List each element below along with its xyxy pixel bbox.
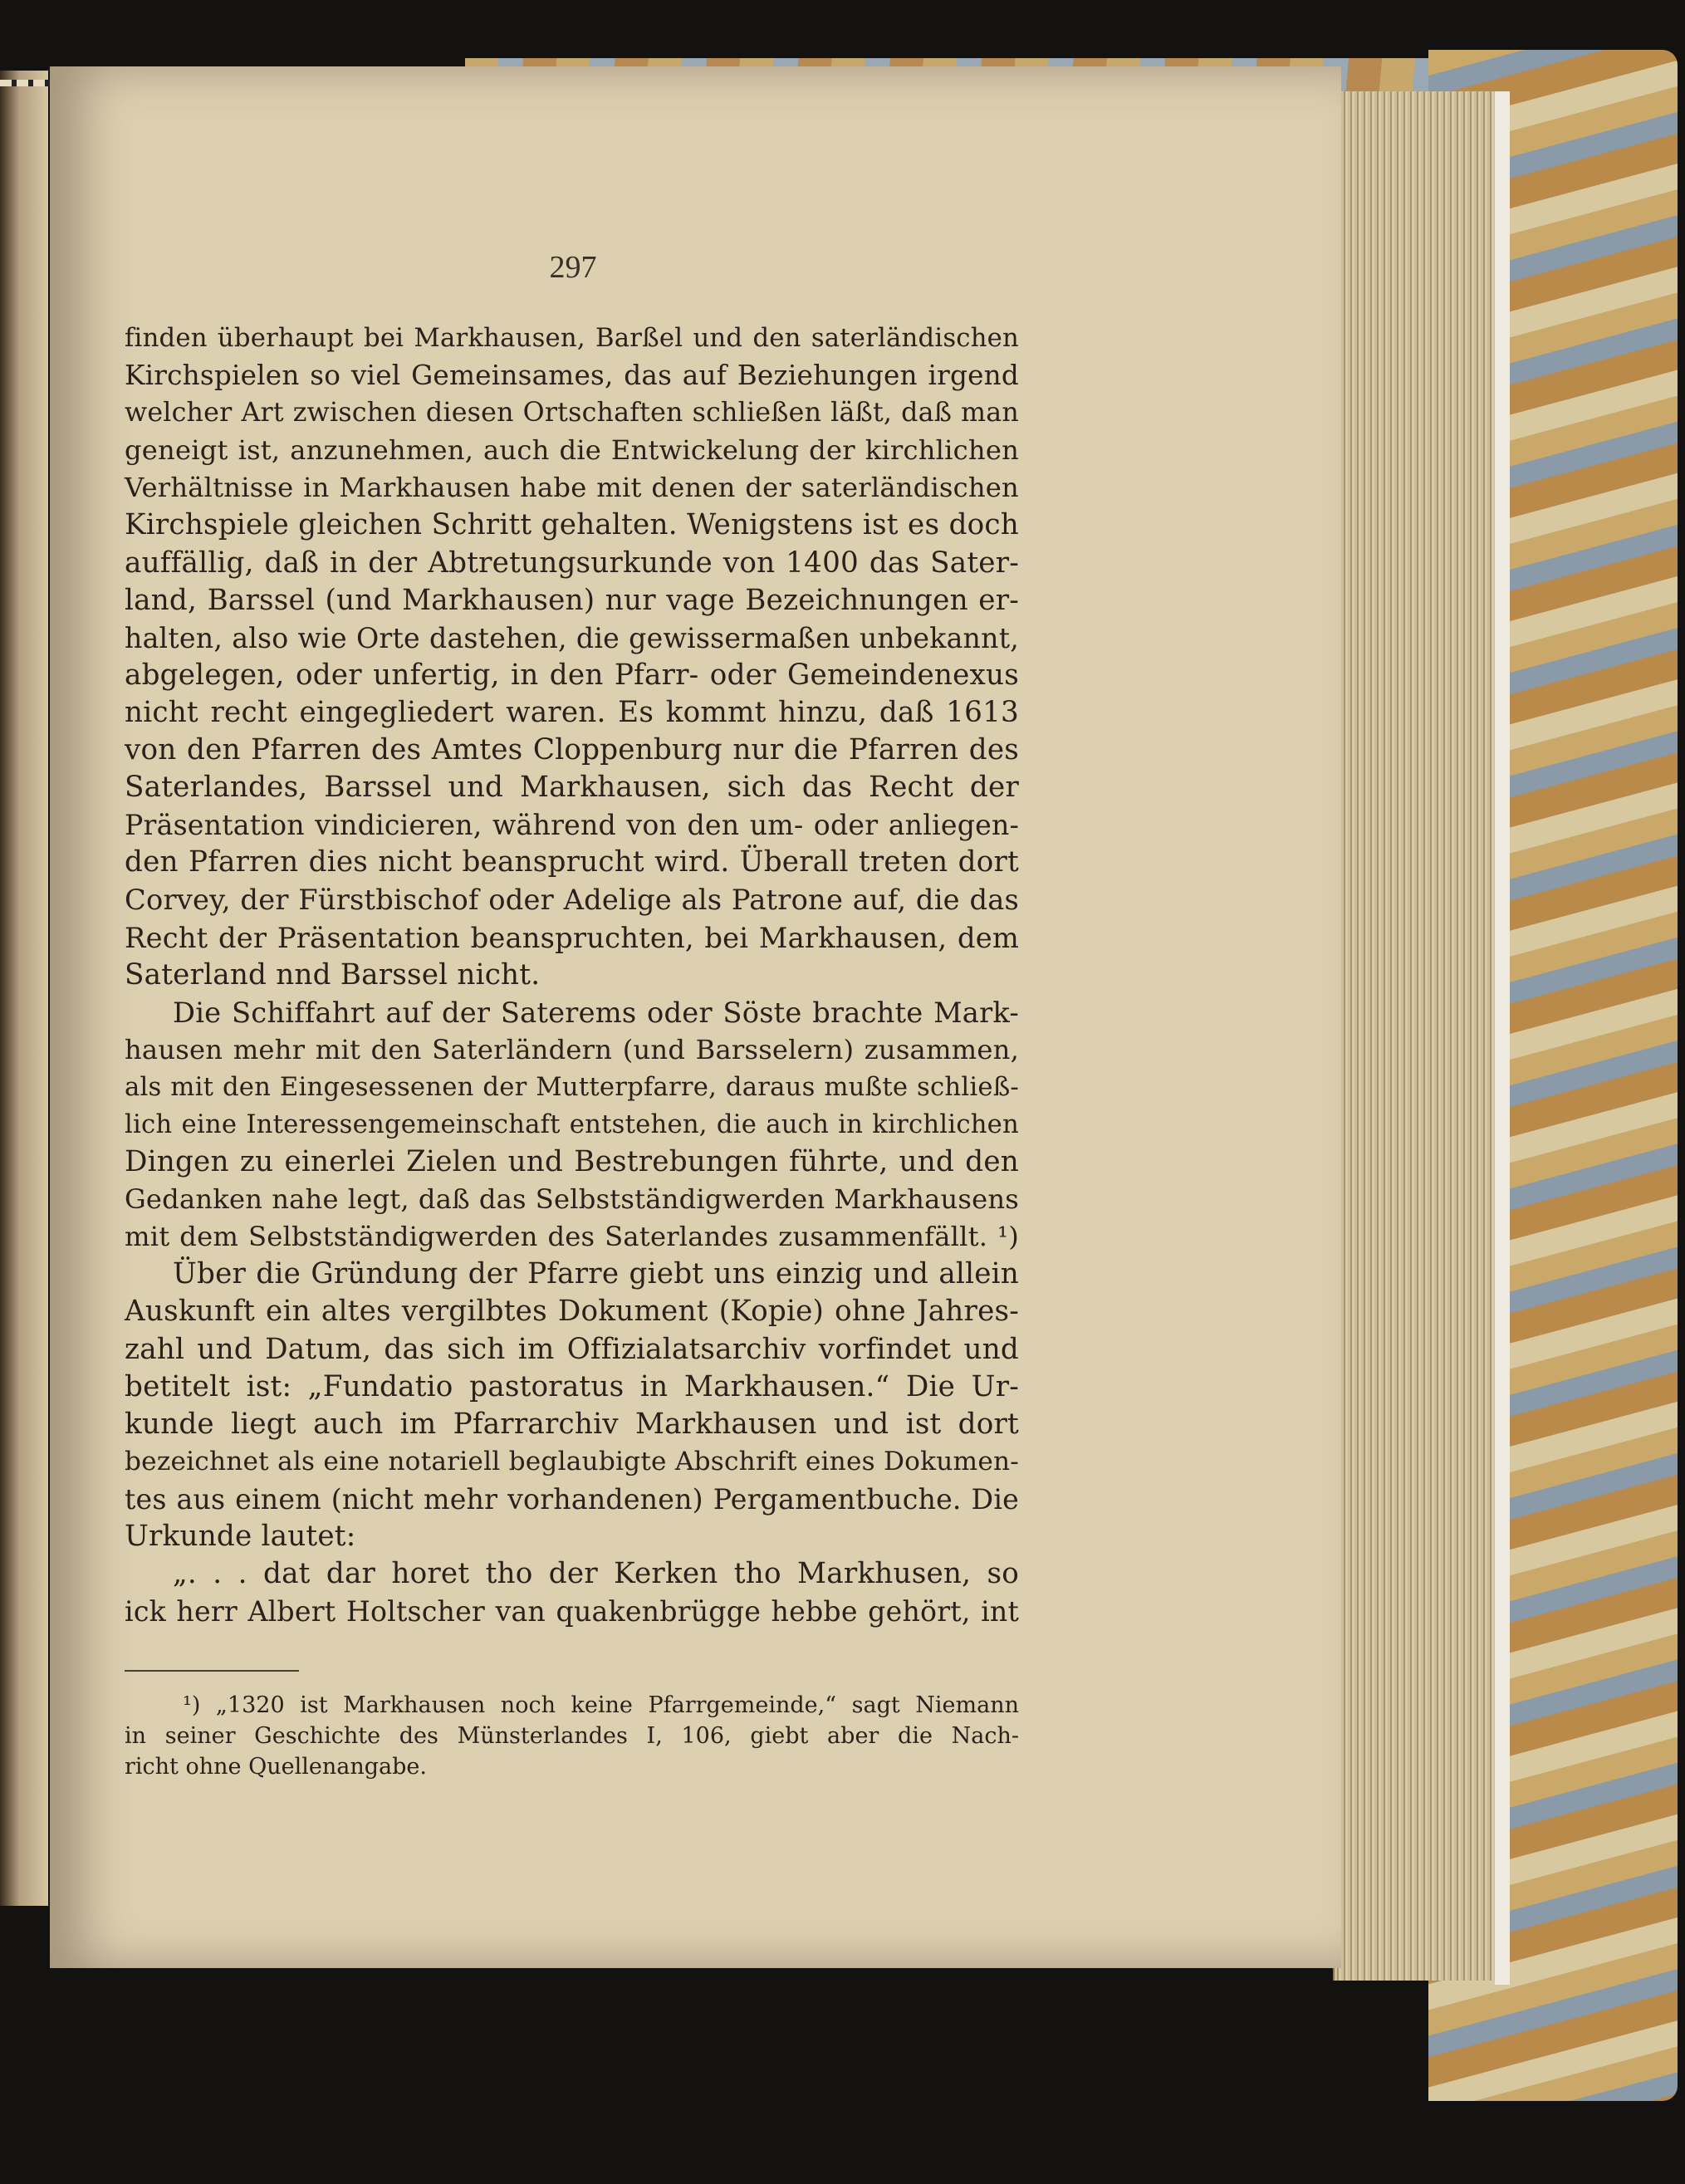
text-line: Recht der Präsentation beanspruchten, bei Markhausen, dem [125, 921, 1019, 954]
page-block-edge [1333, 91, 1501, 1981]
footnote-line: richt ohne Quellenangabe. [125, 1754, 427, 1780]
text-line: ick herr Albert Holtscher van quakenbrügge hebbe gehört, int [125, 1595, 1019, 1628]
text-line: Auskunft ein altes vergilbtes Dokument (Kopie) ohne Jahres- [125, 1295, 1019, 1329]
text-line: von den Pfarren des Amtes Cloppenburg nur die Pfarren des [125, 733, 1019, 767]
left-page-edge [0, 71, 48, 1906]
text-line: Kirchspiele gleichen Schritt gehalten. Wenigstens ist es doch [125, 508, 1019, 542]
text-line: hausen mehr mit den Saterländern (und Barsselern) zusammen, [125, 1033, 1019, 1065]
text-line: Gedanken nahe legt, daß das Selbstständigwerden Markhausens [125, 1183, 1019, 1216]
page-edge-strip [1495, 91, 1510, 1985]
footnote-rule [125, 1670, 299, 1672]
text-line: betitelt ist: „Fundatio pastoratus in Markhausen.“ Die Ur- [125, 1369, 1019, 1403]
text-line: bezeichnet als eine notariell beglaubigte Abschrift eines Dokumen- [125, 1446, 1019, 1476]
text-line: kunde liegt auch im Pfarrarchiv Markhausen und ist dort [125, 1407, 1019, 1441]
footnote-line: in seiner Geschichte des Münsterlandes I, 106, giebt aber die Nach- [125, 1723, 1019, 1749]
text-line: Saterland nnd Barssel nicht. [125, 957, 541, 992]
text-line: nicht recht eingegliedert waren. Es kommt hinzu, daß 1613 [125, 695, 1019, 729]
text-line: Verhältnisse in Markhausen habe mit denen der saterländischen [125, 472, 1019, 504]
text-line: Über die Gründung der Pfarre giebt uns einzig und allein [173, 1257, 1019, 1291]
text-line: halten, also wie Orte dastehen, die gewissermaßen unbekannt, [125, 621, 1019, 654]
text-line: Kirchspielen so viel Gemeinsames, das auf Beziehungen irgend [125, 360, 1019, 392]
text-line: mit dem Selbstständigwerden des Saterlandes zusammenfällt. ¹) [125, 1221, 1019, 1253]
text-line: tes aus einem (nicht mehr vorhandenen) Pergamentbuche. Die [125, 1482, 1019, 1516]
text-line: welcher Art zwischen diesen Ortschaften schließen läßt, daß man [125, 398, 1019, 428]
text-line: geneigt ist, anzunehmen, auch die Entwickelung der kirchlichen [125, 434, 1019, 467]
text-line: Corvey, der Fürstbischof oder Adelige als Patrone auf, die das [125, 884, 1019, 917]
text-line: Dingen zu einerlei Zielen und Bestrebungen führte, und den [125, 1145, 1019, 1179]
page-number: 297 [549, 250, 597, 285]
text-line: auffällig, daß in der Abtretungsurkunde von 1400 das Sater- [125, 546, 1019, 580]
text-line: zahl und Datum, das sich im Offizialatsarchiv vorfindet und [125, 1332, 1019, 1366]
text-line: Urkunde lautet: [125, 1520, 356, 1553]
text-line: als mit den Eingesessenen der Mutterpfarre, daraus mußte schließ- [125, 1072, 1019, 1102]
text-line: lich eine Interessengemeinschaft entstehen, die auch in kirchlichen [125, 1109, 1019, 1139]
text-line: abgelegen, oder unfertig, in den Pfarr- oder Gemeindenexus [125, 658, 1019, 692]
text-line: Die Schiffahrt auf der Saterems oder Söste brachte Mark- [173, 996, 1019, 1029]
text-line: Präsentation vindicieren, während von den um- oder anliegen- [125, 809, 1019, 842]
text-line: land, Barssel (und Markhausen) nur vage Bezeichnungen er- [125, 583, 1019, 617]
footnote [125, 1690, 1019, 1782]
body-text [125, 320, 1019, 1630]
text-line: „. . . dat dar horet tho der Kerken tho Markhusen, so [173, 1557, 1019, 1591]
text-line: den Pfarren dies nicht beansprucht wird. Überall treten dort [125, 845, 1019, 879]
text-line: Saterlandes, Barssel und Markhausen, sich das Recht der [125, 771, 1019, 805]
text-line: finden überhaupt bei Markhausen, Barßel und den saterländischen [125, 324, 1019, 353]
footnote-line: ¹) „1320 ist Markhausen noch keine Pfarrgemeinde,“ sagt Niemann [183, 1692, 1019, 1718]
